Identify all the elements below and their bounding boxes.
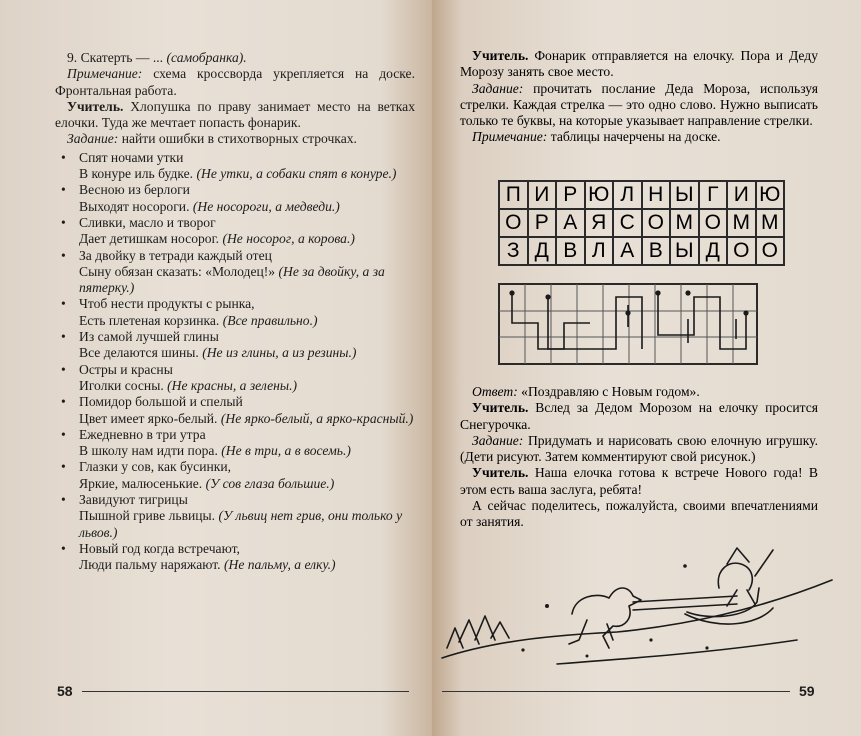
poem-item <box>55 541 415 574</box>
poem-item <box>55 427 415 460</box>
letter-grid <box>498 180 785 266</box>
teacher-paragraph-1: Учитель. Фонарик отправляется на елочку. Пора и Деду Морозу занять свое место. <box>460 48 818 80</box>
poem-line-1: Остры и красны <box>79 361 173 377</box>
teacher-paragraph: Учитель. Хлопушка по праву занимает место на ветках елочки. Туда же мечтает попасть фонарик. <box>55 98 415 131</box>
poem-line-2: Пышной гриве львицы. <box>79 508 216 524</box>
harness-icon <box>633 596 737 610</box>
poem-line-2: Иголки сосны. <box>79 377 164 393</box>
footer-rule-left <box>82 691 409 692</box>
letter-grid-row <box>499 237 784 265</box>
horse-icon <box>569 588 641 648</box>
poem-line-1: Спят ночами утки <box>79 149 184 165</box>
left-page-text <box>55 50 415 574</box>
poem-item <box>55 394 415 427</box>
poem-item <box>55 182 415 215</box>
ground-line <box>557 640 797 664</box>
poem-comment: (Не ярко-белый, а ярко-красный.) <box>220 410 414 426</box>
poem-comment: (Не носорог, а корова.) <box>222 231 355 247</box>
poem-line-1: Весною из берлоги <box>79 182 190 198</box>
letter-cell: А <box>556 209 585 237</box>
poem-item <box>55 150 415 183</box>
poem-line-2: В конуре иль будке. <box>79 166 194 182</box>
poem-line-1: Новый год когда встречают, <box>79 540 240 556</box>
poem-line-2: Сыну обязан сказать: «Молодец!» <box>79 263 276 279</box>
letter-cell: О <box>499 209 528 237</box>
letter-cell: Ы <box>670 181 699 209</box>
letter-grid-row <box>499 181 784 209</box>
poem-comment: (Не в три, а в восемь.) <box>221 443 351 459</box>
letter-cell: М <box>727 209 756 237</box>
item-9: 9. Скатерть — ... (самобранка). <box>67 50 247 65</box>
letter-cell: О <box>642 209 671 237</box>
poem-line-1: Чтоб нести продукты с рынка, <box>79 296 255 312</box>
letter-cell: М <box>670 209 699 237</box>
letter-cell: Ю <box>585 181 614 209</box>
poem-item <box>55 329 415 362</box>
poem-line-2: Яркие, малюсенькие. <box>79 475 203 491</box>
poem-comment: (Не утки, а собаки спят в конуре.) <box>196 166 397 182</box>
poem-item <box>55 362 415 395</box>
poem-line-1: Помидор большой и спелый <box>79 394 243 410</box>
poem-item <box>55 296 415 329</box>
poem-comment: (Не пальму, а елку.) <box>223 557 336 573</box>
poem-comment: (Не за двойку, а за пятерку.) <box>79 263 385 296</box>
letter-cell: Ю <box>756 181 785 209</box>
poem-comment: (Не из глины, а из резины.) <box>202 345 357 361</box>
teacher-paragraph-3: Учитель. Наша елочка готова к встрече Нового года! В этом есть ваша заслуга, ребята! <box>460 465 818 497</box>
poem-line-2: В школу нам идти пора. <box>79 443 218 459</box>
letter-cell: А <box>613 237 642 265</box>
poem-comment: (У львиц нет грив, они только у львов.) <box>79 508 403 540</box>
letter-cell: Г <box>699 181 728 209</box>
poem-item <box>55 215 415 248</box>
poem-line-2: Все делаются шины. <box>79 345 199 361</box>
task-paragraph: Задание: найти ошибки в стихотворных строчках. <box>67 131 357 147</box>
poem-line-1: Завидуют тигрицы <box>79 492 188 508</box>
poem-comment: (Не носороги, а медведи.) <box>192 198 340 214</box>
letter-cell: О <box>727 237 756 265</box>
letter-cell: В <box>556 237 585 265</box>
letter-cell: Я <box>585 209 614 237</box>
poem-item <box>55 248 415 297</box>
answer-paragraph: Ответ: «Поздравляю с Новым годом». <box>472 384 700 399</box>
closing-paragraph: А сейчас поделитесь, пожалуйста, своими впечатлениями от занятия. <box>460 498 818 530</box>
arrow-grid <box>498 283 758 365</box>
poem-item <box>55 492 415 541</box>
letter-cell: Н <box>642 181 671 209</box>
letter-cell: И <box>528 181 557 209</box>
poem-line-1: Ежедневно в три утра <box>79 426 206 442</box>
letter-grid-row <box>499 209 784 237</box>
page-number-left: 58 <box>57 683 73 699</box>
poem-comment: (Не красны, а зелены.) <box>167 377 298 393</box>
poem-line-1: Глазки у сов, как бусинки, <box>79 459 232 475</box>
letter-cell: М <box>756 209 785 237</box>
letter-cell: П <box>499 181 528 209</box>
poem-line-2: Люди пальму наряжают. <box>79 557 221 573</box>
poem-line-2: Цвет имеет ярко-белый. <box>79 410 218 426</box>
right-page-text-bottom <box>460 384 818 531</box>
poem-line-1: Из самой лучшей глины <box>79 329 219 345</box>
poem-comment: (Все правильно.) <box>222 312 318 328</box>
teacher-paragraph-2: Учитель. Вслед за Дедом Морозом на елочку просится Снегурочка. <box>460 400 818 432</box>
poem-line-1: Сливки, масло и творог <box>79 214 216 230</box>
sleigh-illustration <box>437 540 837 675</box>
letter-cell: Р <box>528 209 557 237</box>
letter-cell: Л <box>585 237 614 265</box>
letter-cell: Л <box>613 181 642 209</box>
poem-item <box>55 459 415 492</box>
page-number-right: 59 <box>799 683 815 699</box>
note-paragraph: Примечание: схема кроссворда укрепляется на доске. Фронтальная работа. <box>55 66 415 98</box>
poem-line-2: Дает детишкам носорог. <box>79 231 220 247</box>
letter-cell: О <box>756 237 785 265</box>
letter-cell: В <box>642 237 671 265</box>
letter-cell: Д <box>528 237 557 265</box>
letter-cell: О <box>699 209 728 237</box>
hill-line <box>442 580 832 658</box>
footer-rule-right <box>442 691 790 692</box>
letter-cell: Р <box>556 181 585 209</box>
letter-cell: Д <box>699 237 728 265</box>
letter-cell: Ы <box>670 237 699 265</box>
poem-line-2: Есть плетеная корзинка. <box>79 312 220 328</box>
poem-line-1: За двойку в тетради каждый отец <box>79 247 272 263</box>
letter-cell: С <box>613 209 642 237</box>
poem-comment: (У сов глаза большие.) <box>205 475 335 491</box>
poem-line-2: Выходят носороги. <box>79 198 190 214</box>
task-paragraph-2: Задание: Придумать и нарисовать свою елочную игрушку. (Дети рисуют. Затем комментируют свой рисунок.) <box>460 432 818 465</box>
poem-list <box>55 150 415 574</box>
note-paragraph-right: Примечание: таблицы начерчены на доске. <box>472 129 721 145</box>
letter-cell: З <box>499 237 528 265</box>
letter-cell: И <box>727 181 756 209</box>
right-page-text-top <box>460 48 818 146</box>
task-paragraph-1: Задание: прочитать послание Деда Мороза, используя стрелки. Каждая стрелка — это одно слово. Нужно выписать только те буквы, на которые указывает направление стрелки. <box>460 80 818 129</box>
